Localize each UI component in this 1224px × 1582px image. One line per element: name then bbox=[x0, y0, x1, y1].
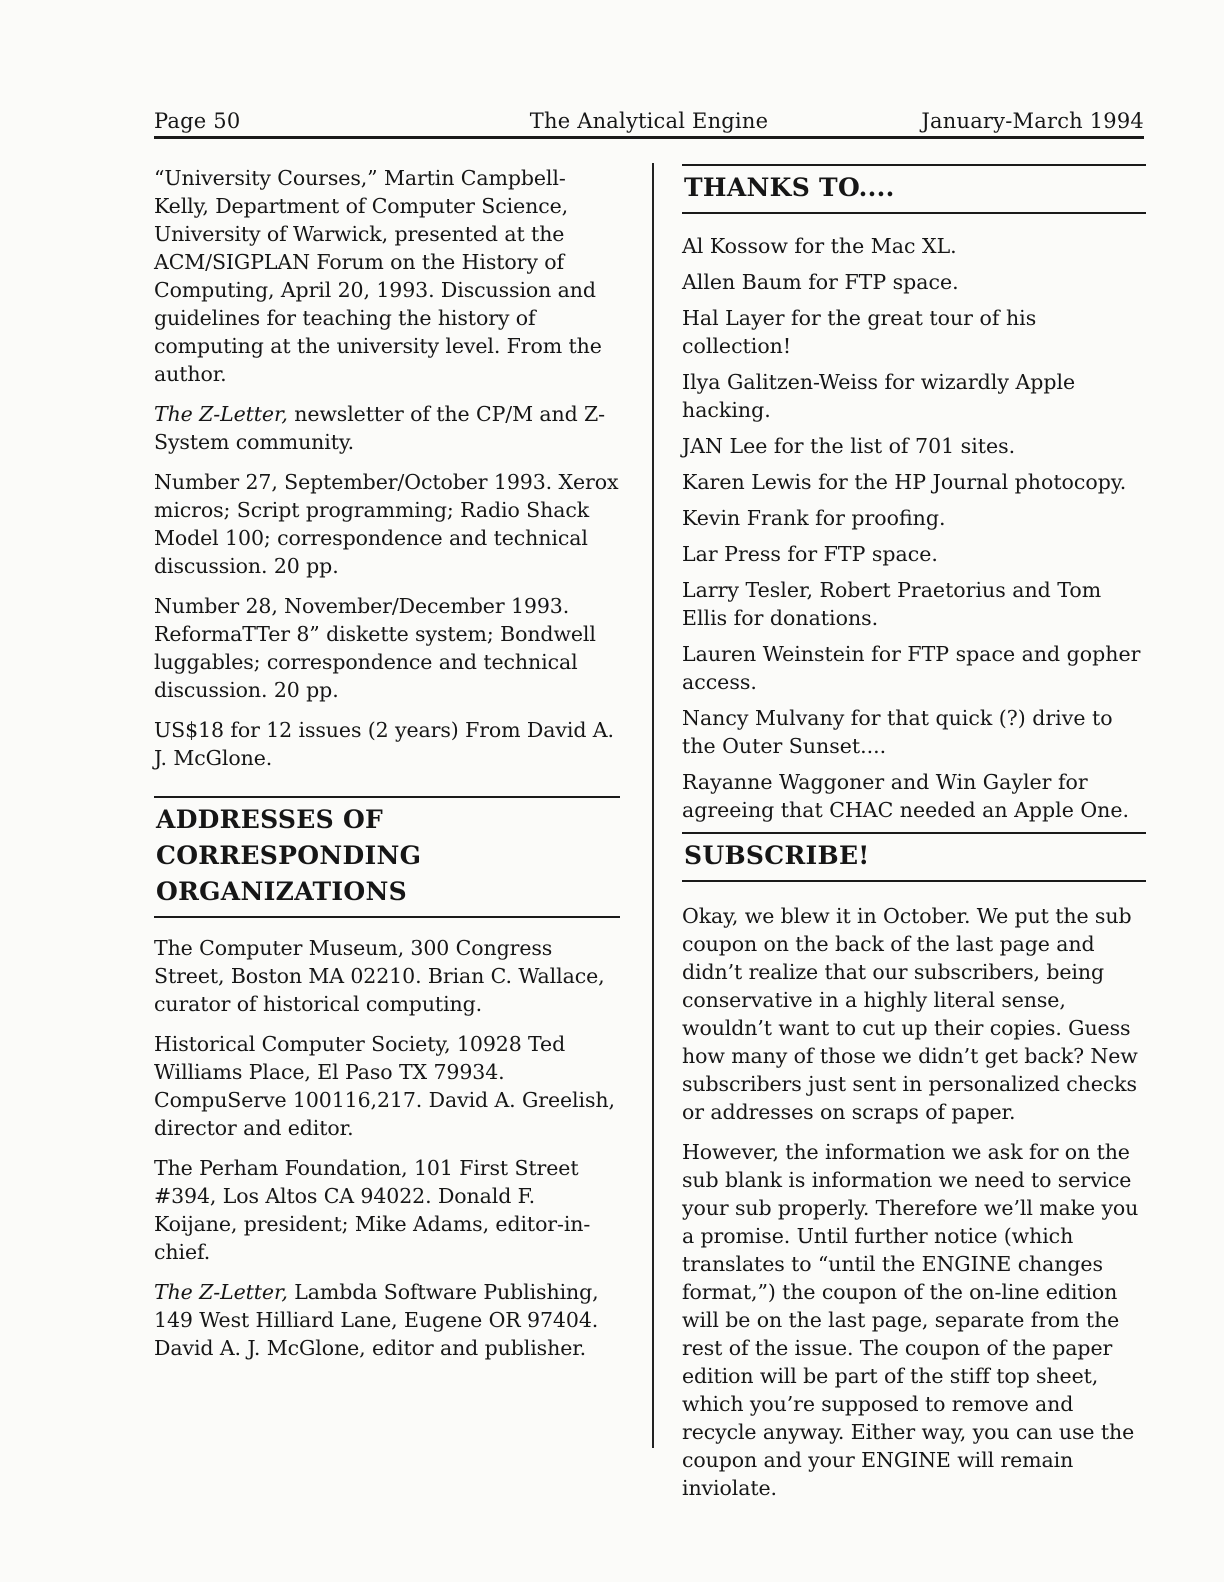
thanks-item: Hal Layer for the great tour of his collection! bbox=[682, 306, 1037, 358]
addresses-heading: ADDRESSES OF CORRESPONDING ORGANIZATIONS bbox=[156, 805, 422, 906]
issue-date: January-March 1994 bbox=[921, 109, 1144, 133]
thanks-section-header bbox=[682, 164, 1146, 214]
addresses-section-header bbox=[154, 796, 620, 918]
page-header bbox=[154, 106, 1144, 139]
thanks-item: Ilya Galitzen-Weiss for wizardly Apple hacking. bbox=[682, 370, 1076, 422]
address-zletter-title: The Z-Letter, bbox=[154, 1280, 288, 1304]
university-courses-entry: “University Courses,” Martin Campbell-Kelly, Department of Computer Science, University of Warwick, presented at the ACM/SIGPLAN Forum on the History of Computing, April 20, 1993. Discussion and guidelines for teaching the history of computing at the university level. From the author. bbox=[154, 166, 602, 386]
thanks-item: Lauren Weinstein for FTP space and gopher access. bbox=[682, 642, 1141, 694]
address-computer-museum: The Computer Museum, 300 Congress Street, Boston MA 02210. Brian C. Wallace, curator of historical computing. bbox=[154, 936, 605, 1016]
right-column bbox=[682, 164, 1146, 1510]
thanks-heading: THANKS TO.... bbox=[684, 173, 895, 202]
zletter-title: The Z-Letter, bbox=[154, 402, 288, 426]
page-number: Page 50 bbox=[154, 109, 241, 133]
zletter-description: newsletter of the CP/M and Z-System community. bbox=[154, 402, 606, 454]
thanks-list bbox=[682, 224, 1146, 824]
address-perham-foundation: The Perham Foundation, 101 First Street #394, Los Altos CA 94022. Donald F. Koijane, president; Mike Adams, editor-in-chief. bbox=[154, 1156, 591, 1264]
address-zletter-details: Lambda Software Publishing, 149 West Hilliard Lane, Eugene OR 97404. David A. J. McGlone, editor and publisher. bbox=[154, 1280, 599, 1360]
thanks-item: Rayanne Waggoner and Win Gayler for agreeing that CHAC needed an Apple One. bbox=[682, 770, 1130, 822]
subscribe-paragraph-1: Okay, we blew it in October. We put the sub coupon on the back of the last page and didn’t realize that our subscribers, being conservative in a highly literal sense, wouldn’t want to cut up their copies. Guess how many of those we didn’t get back? New subscribers just sent in personalized checks or addresses on scraps of paper. bbox=[682, 904, 1138, 1124]
zletter-pricing: US$18 for 12 issues (2 years) From David A. J. McGlone. bbox=[154, 718, 614, 770]
left-column bbox=[154, 164, 620, 1374]
thanks-item: Karen Lewis for the HP Journal photocopy. bbox=[682, 470, 1127, 494]
thanks-item: Al Kossow for the Mac XL. bbox=[682, 234, 957, 258]
zletter-entry bbox=[154, 400, 620, 456]
zletter-number-28: Number 28, November/December 1993. ReformaTTer 8” diskette system; Bondwell luggables; correspondence and technical discussion. 20 pp. bbox=[154, 594, 596, 702]
zletter-number-27: Number 27, September/October 1993. Xerox micros; Script programming; Radio Shack Model 100; correspondence and technical discussion. 20 pp. bbox=[154, 470, 619, 578]
address-zletter bbox=[154, 1278, 620, 1362]
subscribe-section-header bbox=[682, 832, 1146, 882]
subscribe-heading: SUBSCRIBE! bbox=[684, 841, 870, 870]
thanks-item: Allen Baum for FTP space. bbox=[682, 270, 959, 294]
subscribe-body bbox=[682, 900, 1146, 1502]
subscribe-paragraph-2: However, the information we ask for on the sub blank is information we need to service your sub properly. Therefore we’ll make you a promise. Until further notice (which translates to “until the ENGINE changes format,”) the coupon of the on-line edition will be on the last page, separate from the rest of the issue. The coupon of the paper edition will be part of the stiff top sheet, which you’re supposed to remove and recycle anyway. Either way, you can use the coupon and your ENGINE will remain inviolate. bbox=[682, 1140, 1139, 1500]
thanks-item: Kevin Frank for proofing. bbox=[682, 506, 946, 530]
publication-title: The Analytical Engine bbox=[529, 109, 769, 133]
thanks-item: Larry Tesler, Robert Praetorius and Tom Ellis for donations. bbox=[682, 578, 1102, 630]
address-historical-computer-society: Historical Computer Society, 10928 Ted Williams Place, El Paso TX 79934. CompuServe 100116,217. David A. Greelish, director and editor. bbox=[154, 1032, 615, 1140]
thanks-item: Lar Press for FTP space. bbox=[682, 542, 938, 566]
column-divider bbox=[652, 163, 654, 1448]
thanks-item: JAN Lee for the list of 701 sites. bbox=[682, 434, 1016, 458]
thanks-item: Nancy Mulvany for that quick (?) drive to the Outer Sunset.... bbox=[682, 706, 1113, 758]
